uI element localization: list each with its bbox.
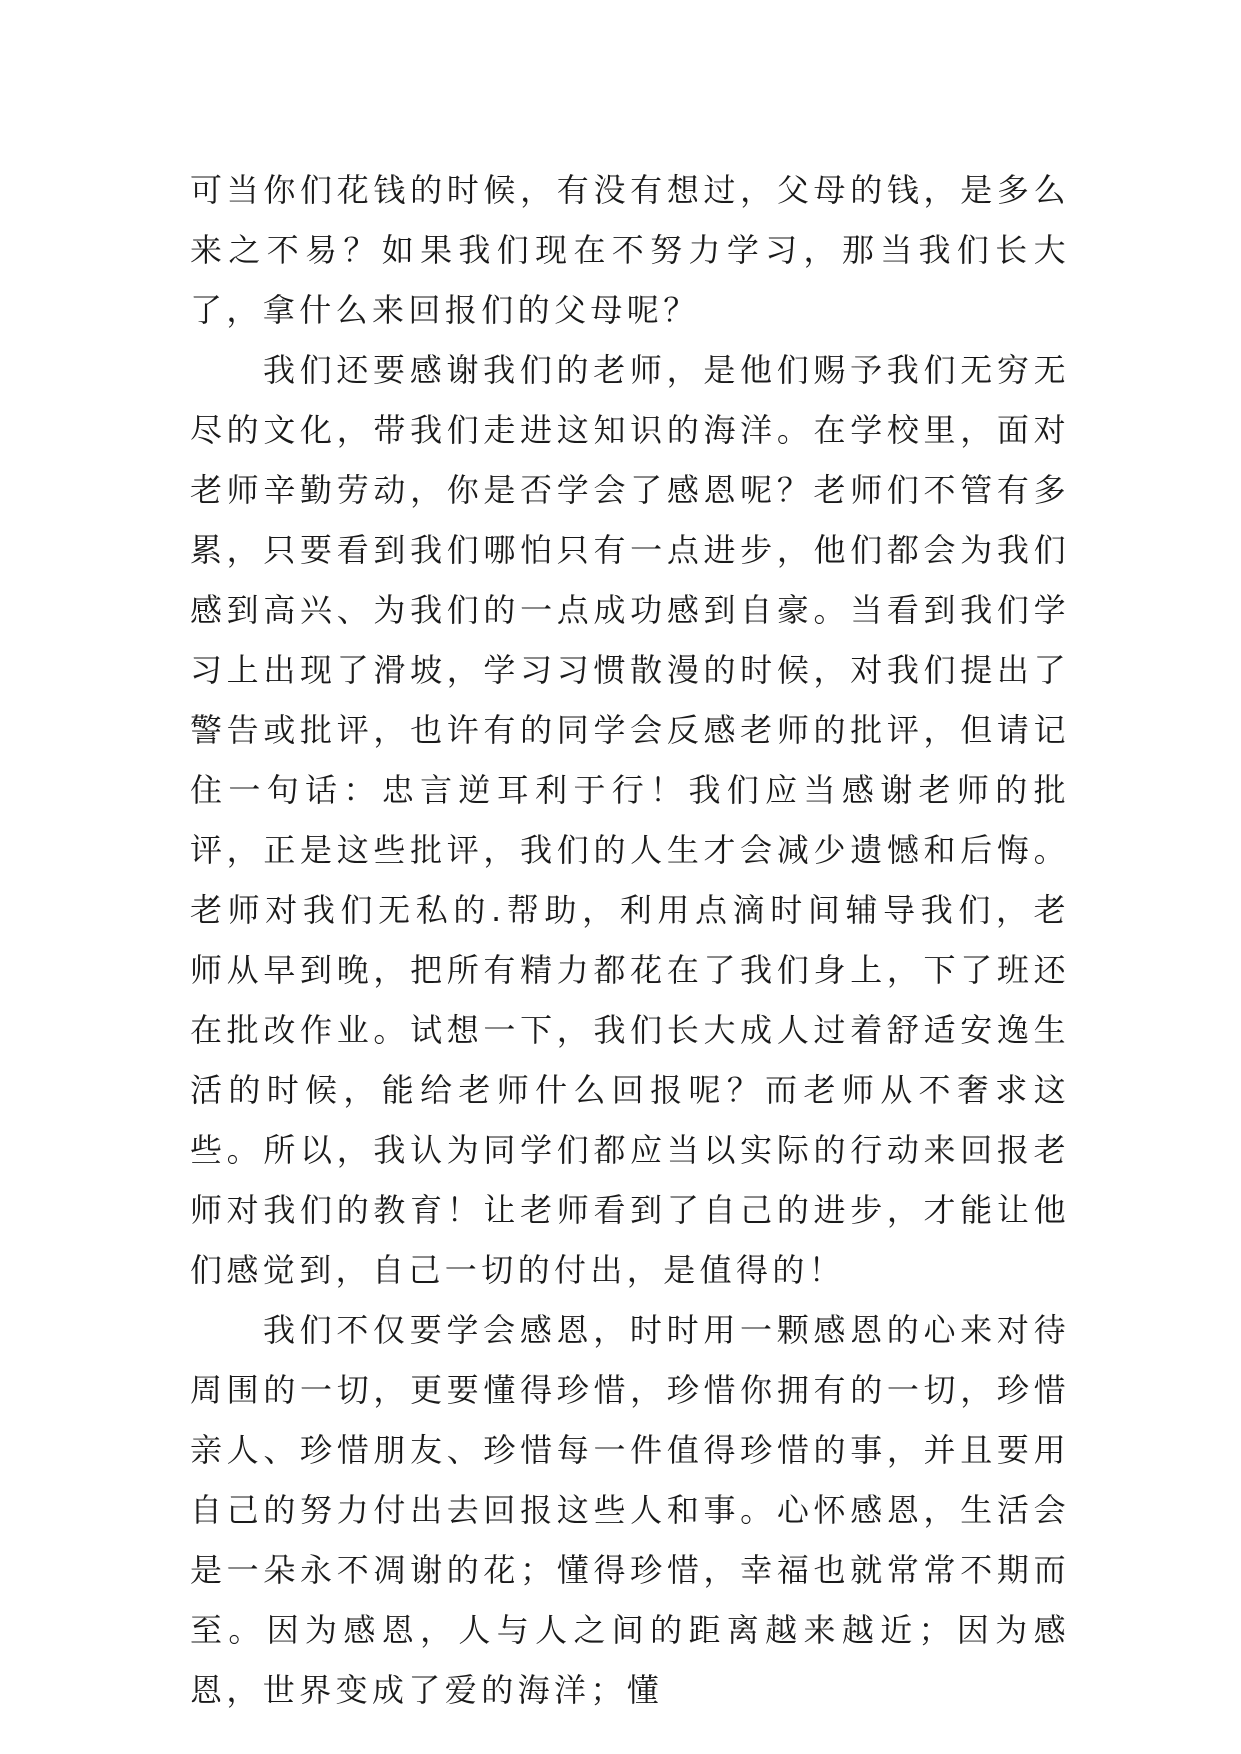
- paragraph-2: 我们还要感谢我们的老师，是他们赐予我们无穷无尽的文化，带我们走进这知识的海洋。在学校里，面对老师辛勤劳动，你是否学会了感恩呢？老师们不管有多累，只要看到我们哪怕只有一点进步，他们都会为我们感到高兴、为我们的一点成功感到自豪。当看到我们学习上出现了滑坡，学习习惯散漫的时候，对我们提出了警告或批评，也许有的同学会反感老师的批评，但请记住一句话：忠言逆耳利于行！我们应当感谢老师的批评，正是这些批评，我们的人生才会减少遗憾和后悔。老师对我们无私的.帮助，利用点滴时间辅导我们，老师从早到晚，把所有精力都花在了我们身上，下了班还在批改作业。试想一下，我们长大成人过着舒适安逸生活的时候，能给老师什么回报呢？而老师从不奢求这些。所以，我认为同学们都应当以实际的行动来回报老师对我们的教育！让老师看到了自己的进步，才能让他们感觉到，自己一切的付出，是值得的！: [190, 351, 1070, 1289]
- paragraph-1: 可当你们花钱的时候，有没有想过，父母的钱，是多么来之不易？如果我们现在不努力学习，那当我们长大了，拿什么来回报们的父母呢？: [190, 171, 1070, 329]
- paragraph-3: 我们不仅要学会感恩，时时用一颗感恩的心来对待周围的一切，更要懂得珍惜，珍惜你拥有的一切，珍惜亲人、珍惜朋友、珍惜每一件值得珍惜的事，并且要用自己的努力付出去回报这些人和事。心怀感恩，生活会是一朵永不凋谢的花；懂得珍惜，幸福也就常常不期而至。因为感恩，人与人之间的距离越来越近；因为感恩，世界变成了爱的海洋；懂: [190, 1311, 1070, 1709]
- body-text: [190, 160, 1070, 1720]
